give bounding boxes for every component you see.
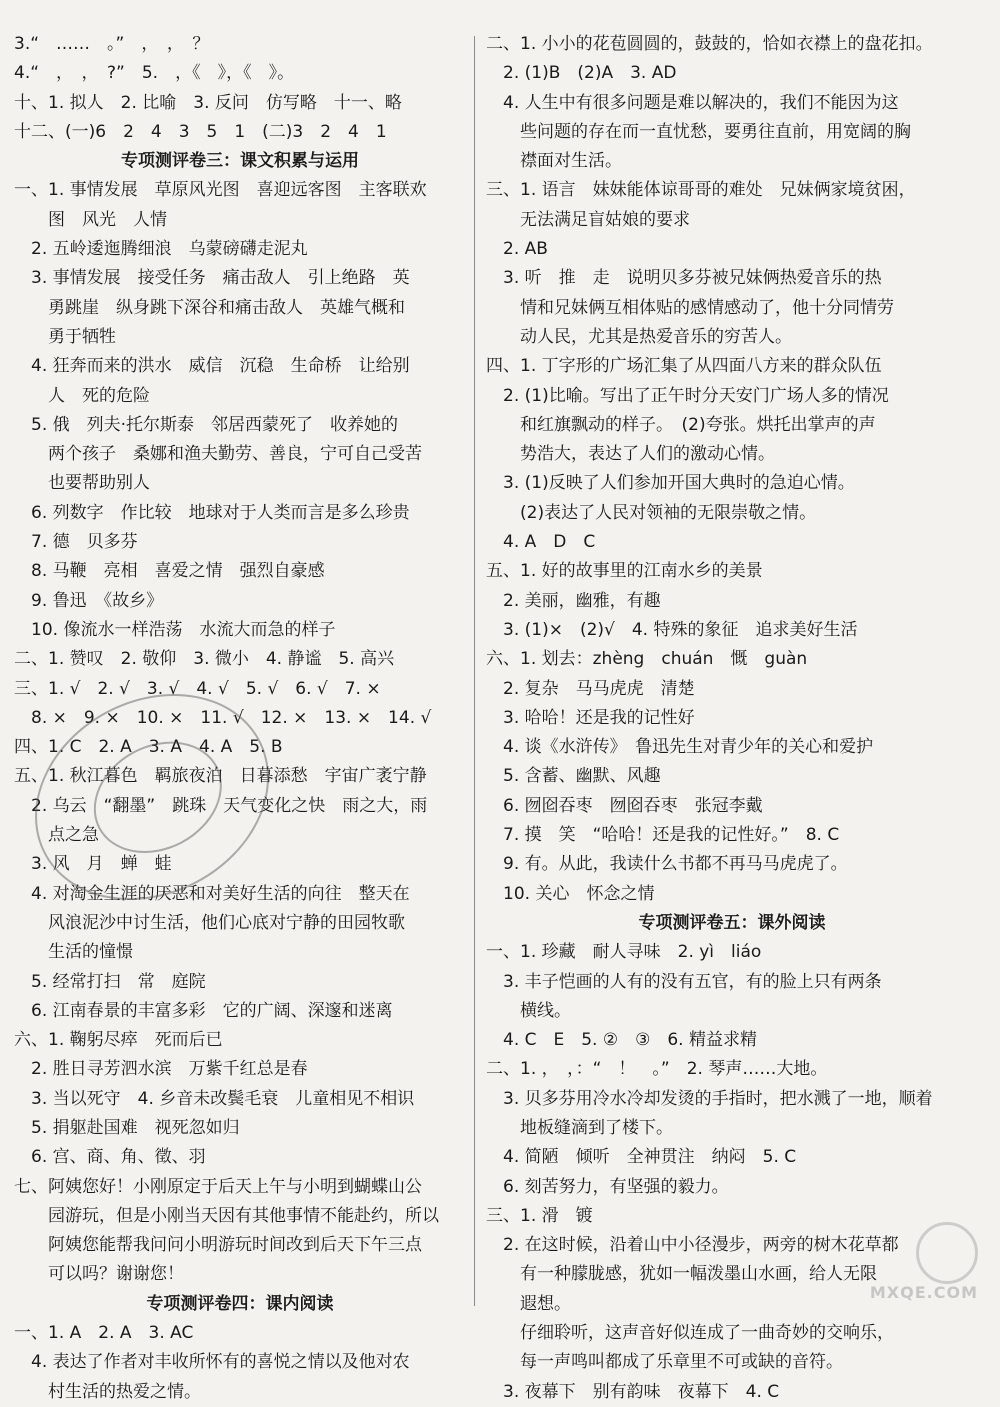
answer-line: 4. 人生中有很多问题是难以解决的，我们不能因为这 xyxy=(486,92,899,113)
answer-line: 四、1. C 2. A 3. A 4. A 5. B xyxy=(14,737,283,758)
answer-line: 村生活的热爱之情。 xyxy=(14,1381,201,1402)
answer-line: 2. AB xyxy=(486,239,548,260)
answer-line: 2. 美丽，幽雅，有趣 xyxy=(486,590,661,611)
answer-line: 遐想。 xyxy=(486,1293,571,1314)
answer-line: 8. 马鞭 亮相 喜爱之情 强烈自豪感 xyxy=(14,561,325,582)
answer-line: 二、1. 小小的花苞圆圆的，鼓鼓的，恰如衣襟上的盘花扣。 xyxy=(486,34,933,54)
answer-line: 和红旗飘动的样子。 (2)夸张。烘托出掌声的声 xyxy=(486,414,876,435)
section-heading: 专项测评卷四：课内阅读 xyxy=(146,1293,334,1314)
answer-line: 一、1. 事情发展 草原风光图 喜迎远客图 主客联欢 xyxy=(14,180,427,201)
answer-line: 2. (1)比喻。写出了正午时分天安门广场人多的情况 xyxy=(486,385,889,406)
answer-line: 3. (1)× (2)√ 4. 特殊的象征 追求美好生活 xyxy=(486,619,858,640)
answer-line: 4. 对淘金生涯的厌恶和对美好生活的向往 整天在 xyxy=(14,883,410,904)
answer-line: 4. A D C xyxy=(486,532,596,553)
answer-line: 七、阿姨您好！小刚原定于后天上午与小明到蝴蝶山公 xyxy=(14,1176,422,1197)
answer-line: 地板缝滴到了楼下。 xyxy=(486,1117,673,1138)
answer-line: 6. 江南春景的丰富多彩 它的广阔、深邃和迷离 xyxy=(14,1000,393,1021)
answer-line: 十、1. 拟人 2. 比喻 3. 反问 仿写略 十一、略 xyxy=(14,92,402,113)
answer-line: 二、1. 赞叹 2. 敬仰 3. 微小 4. 静谧 5. 高兴 xyxy=(14,649,395,670)
answer-line: 4.“ ， ， ?” 5. ，《 》，《 》。 xyxy=(14,63,295,84)
section-heading: 专项测评卷三：课文积累与运用 xyxy=(121,151,359,172)
answer-line: 4. C E 5. ② ③ 6. 精益求精 xyxy=(486,1030,757,1051)
answer-line: 五、1. 好的故事里的江南水乡的美景 xyxy=(486,561,763,582)
answer-line: 三、1. 语言 妹妹能体谅哥哥的难处 兄妹俩家境贫困， xyxy=(486,180,916,201)
answer-line: 生活的憧憬 xyxy=(14,942,133,963)
answer-line: 10. 关心 怀念之情 xyxy=(486,883,655,904)
answer-line: 点之急 xyxy=(14,825,99,846)
answer-line: 6. 宫、商、角、徵、羽 xyxy=(14,1147,206,1168)
answer-line: 勇跳崖 纵身跳下深谷和痛击敌人 英雄气概和 xyxy=(14,297,405,318)
answer-line: 无法满足盲姑娘的要求 xyxy=(486,209,690,230)
answer-line: 五、1. 秋江暮色 羁旅夜泊 日暮添愁 宇宙广袤宁静 xyxy=(14,766,427,787)
column-divider xyxy=(474,36,475,1306)
answer-line: 势浩大，表达了人们的激动心情。 xyxy=(486,444,775,465)
answer-line: 图 风光 人情 xyxy=(14,209,167,230)
answer-line: 也要帮助别人 xyxy=(14,473,150,494)
answer-line: 有一种朦胧感，犹如一幅泼墨山水画，给人无限 xyxy=(486,1264,877,1285)
answer-line: 6. 列数字 作比较 地球对于人类而言是多么珍贵 xyxy=(14,502,410,523)
answer-line: 7. 德 贝多芬 xyxy=(14,532,138,553)
section-heading: 专项测评卷五：课外阅读 xyxy=(638,912,826,933)
answer-line: 2. 胜日寻芳泗水滨 万紫千红总是春 xyxy=(14,1059,308,1080)
answer-line: 六、1. 鞠躬尽瘁 死而后已 xyxy=(14,1030,223,1051)
answer-line: 5. 含蓄、幽默、风趣 xyxy=(486,766,661,787)
answer-line: 4. 狂奔而来的洪水 威信 沉稳 生命桥 让给别 xyxy=(14,356,410,377)
answer-line: 7. 摸 笑 “哈哈！还是我的记性好。” 8. C xyxy=(486,825,840,846)
answer-line: 2. 五岭逶迤腾细浪 乌蒙磅礴走泥丸 xyxy=(14,239,308,260)
answer-line: 一、1. A 2. A 3. AC xyxy=(14,1323,194,1344)
answer-line: 6. 刻苦努力，有坚强的毅力。 xyxy=(486,1176,729,1197)
answer-line: 3. 风 月 蝉 蛙 xyxy=(14,854,172,875)
answer-line: 每一声鸣叫都成了乐章里不可或缺的音符。 xyxy=(486,1352,843,1373)
answer-line: 3. 听 推 走 说明贝多芬被兄妹俩热爱音乐的热 xyxy=(486,268,882,289)
answer-line: 3. 丰子恺画的人有的没有五官，有的脸上只有两条 xyxy=(486,971,882,992)
answer-line: 5. 经常打扫 常 庭院 xyxy=(14,971,206,992)
answer-line: 3. 当以死守 4. 乡音未改鬓毛衰 儿童相见不相识 xyxy=(14,1088,415,1109)
answer-line: 2. 复杂 马马虎虎 清楚 xyxy=(486,678,695,699)
answer-line: 勇于牺牲 xyxy=(14,326,116,347)
answer-line: 阿姨您能帮我问问小明游玩时间改到后天下午三点 xyxy=(14,1235,422,1256)
answer-line: 六、1. 划去：zhèng chuán 慨 guàn xyxy=(486,649,808,670)
right-column xyxy=(486,30,978,1407)
answer-line: 3. 事情发展 接受任务 痛击敌人 引上绝路 英 xyxy=(14,268,410,289)
answer-line: 情和兄妹俩互相体贴的感情感动了，他十分同情劳 xyxy=(486,297,894,318)
answer-line: 8. × 9. × 10. × 11. √ 12. × 13. × 14. √ xyxy=(14,707,432,728)
answer-line: 三、1. 滑 镀 xyxy=(486,1205,593,1226)
answer-line: 4. 简陋 倾听 全神贯注 纳闷 5. C xyxy=(486,1147,797,1168)
answer-line: 二、1. ， ，：“ ！ 。” 2. 琴声……大地。 xyxy=(486,1059,828,1080)
answer-line: 动人民，尤其是热爱音乐的穷苦人。 xyxy=(486,326,792,347)
answer-line: 仔细聆听，这声音好似连成了一曲奇妙的交响乐， xyxy=(486,1323,894,1344)
left-column xyxy=(14,30,466,1407)
answer-line: 4. 谈《水浒传》 鲁迅先生对青少年的关心和爱护 xyxy=(486,737,874,758)
answer-line: 人 死的危险 xyxy=(14,385,150,406)
answer-line: 5. 捐躯赴国难 视死忽如归 xyxy=(14,1117,240,1138)
answer-line: 3. 贝多芬用冷水冷却发烫的手指时，把水溅了一地，顺着 xyxy=(486,1088,933,1109)
answer-line: 两个孩子 桑娜和渔夫勤劳、善良，宁可自己受苦 xyxy=(14,444,422,465)
watermark-text: MXQE.COM xyxy=(869,1283,978,1302)
answer-line: 园游玩，但是小刚当天因有其他事情不能赴约，所以 xyxy=(14,1205,439,1226)
answer-line: 3. (1)反映了人们参加开国大典时的急迫心情。 xyxy=(486,473,855,494)
answer-line: 9. 有。从此，我读什么书都不再马马虎虎了。 xyxy=(486,854,848,875)
answer-line: 四、1. 丁字形的广场汇集了从四面八方来的群众队伍 xyxy=(486,356,882,377)
answer-line: 横线。 xyxy=(486,1000,571,1021)
answer-line: 3. 夜幕下 别有韵味 夜幕下 4. C xyxy=(486,1381,780,1402)
answer-line: 2. 在这时候，沿着山中小径漫步，两旁的树木花草都 xyxy=(486,1235,899,1256)
answer-line: 3.“ …… 。” ， ， ？ xyxy=(14,34,210,54)
answer-line: 襟面对生活。 xyxy=(486,151,622,172)
answer-line: 4. 表达了作者对丰收所怀有的喜悦之情以及他对农 xyxy=(14,1352,410,1373)
answer-line: 些问题的存在而一直忧愁，要勇往直前，用宽阔的胸 xyxy=(486,121,911,142)
answer-line: 可以吗？谢谢您！ xyxy=(14,1264,184,1285)
answer-line: 2. (1)B (2)A 3. AD xyxy=(486,63,677,84)
answer-line: 2. 乌云 “翻墨” 跳珠 天气变化之快 雨之大，雨 xyxy=(14,795,428,816)
answer-line: 3. 哈哈！还是我的记性好 xyxy=(486,707,695,728)
answer-line: 5. 俄 列夫·托尔斯泰 邻居西蒙死了 收养她的 xyxy=(14,414,399,435)
answer-line: 三、1. √ 2. √ 3. √ 4. √ 5. √ 6. √ 7. × xyxy=(14,678,381,699)
answer-line: 一、1. 珍藏 耐人寻味 2. yì liáo xyxy=(486,942,762,963)
answer-line: 10. 像流水一样浩荡 水流大而急的样子 xyxy=(14,619,336,640)
answer-line: 十二、(一)6 2 4 3 5 1 (二)3 2 4 1 xyxy=(14,121,387,142)
answer-line: 9. 鲁迅 《故乡》 xyxy=(14,590,164,611)
answer-line: (2)表达了人民对领袖的无限崇敬之情。 xyxy=(486,502,817,523)
answer-line: 6. 囫囵吞枣 囫囵吞枣 张冠李戴 xyxy=(486,795,763,816)
answer-line: 风浪泥沙中讨生活，他们心底对宁静的田园牧歌 xyxy=(14,912,405,933)
